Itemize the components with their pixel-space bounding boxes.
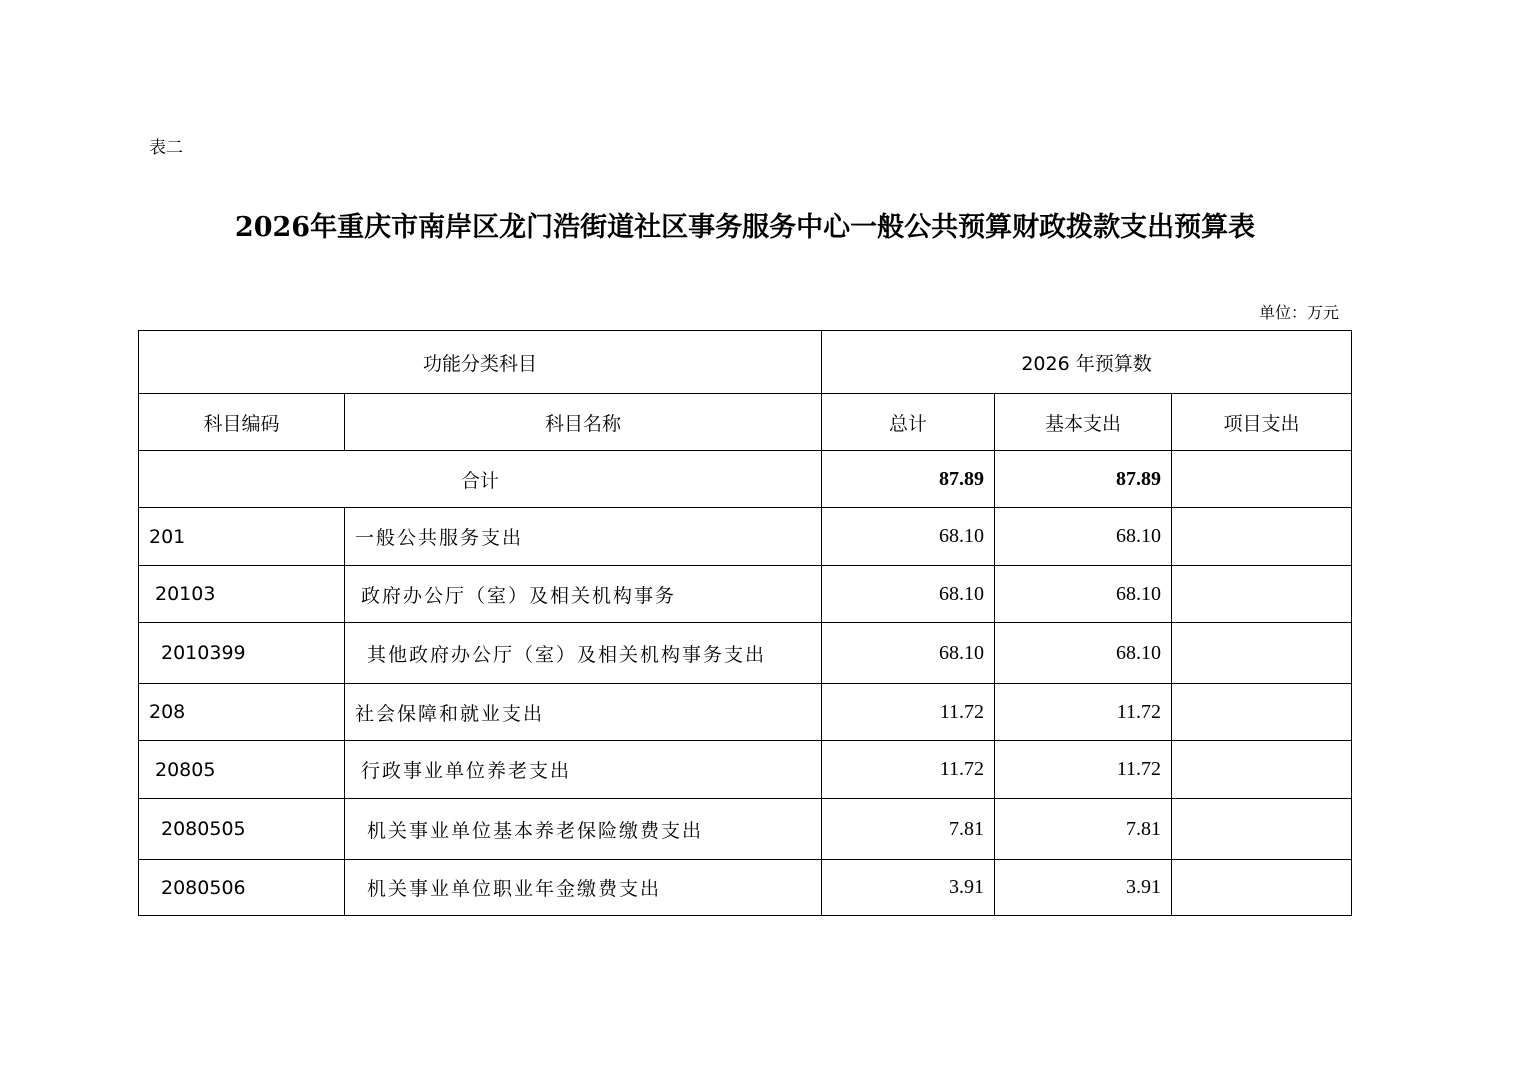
header-func-category: 功能分类科目 xyxy=(139,331,822,394)
table-row xyxy=(139,623,1352,684)
row-project xyxy=(1172,741,1352,799)
total-total: 87.89 xyxy=(822,451,995,508)
total-label: 合计 xyxy=(139,451,822,508)
row-code: 20805 xyxy=(139,741,345,799)
header-code: 科目编码 xyxy=(139,394,345,451)
row-name: 社会保障和就业支出 xyxy=(345,684,822,741)
table-row xyxy=(139,741,1352,799)
row-code: 2080505 xyxy=(139,799,345,860)
header-project: 项目支出 xyxy=(1172,394,1352,451)
row-total: 68.10 xyxy=(822,566,995,623)
row-code: 20103 xyxy=(139,566,345,623)
row-total: 68.10 xyxy=(822,623,995,684)
row-name: 行政事业单位养老支出 xyxy=(345,741,822,799)
table-row xyxy=(139,799,1352,860)
row-basic: 7.81 xyxy=(995,799,1172,860)
row-basic: 68.10 xyxy=(995,566,1172,623)
row-total: 3.91 xyxy=(822,860,995,916)
row-code: 2080506 xyxy=(139,860,345,916)
row-total: 11.72 xyxy=(822,684,995,741)
header-row-1 xyxy=(139,331,1352,394)
header-budget-2026: 2026 年预算数 xyxy=(822,331,1352,394)
row-project xyxy=(1172,508,1352,566)
row-basic: 3.91 xyxy=(995,860,1172,916)
row-project xyxy=(1172,860,1352,916)
total-row xyxy=(139,451,1352,508)
header-total: 总计 xyxy=(822,394,995,451)
row-name: 政府办公厅（室）及相关机构事务 xyxy=(345,566,822,623)
total-project xyxy=(1172,451,1352,508)
header-row-2 xyxy=(139,394,1352,451)
table-row xyxy=(139,508,1352,566)
row-name: 其他政府办公厅（室）及相关机构事务支出 xyxy=(345,623,822,684)
row-project xyxy=(1172,566,1352,623)
unit-label: 单位：万元 xyxy=(1258,303,1339,322)
row-code: 208 xyxy=(139,684,345,741)
table-row xyxy=(139,566,1352,623)
budget-table xyxy=(138,330,1352,916)
row-code: 2010399 xyxy=(139,623,345,684)
row-project xyxy=(1172,623,1352,684)
header-basic: 基本支出 xyxy=(995,394,1172,451)
header-name: 科目名称 xyxy=(345,394,822,451)
table-row xyxy=(139,684,1352,741)
table-number: 表二 xyxy=(149,138,183,158)
row-project xyxy=(1172,799,1352,860)
row-total: 11.72 xyxy=(822,741,995,799)
row-basic: 68.10 xyxy=(995,623,1172,684)
total-basic: 87.89 xyxy=(995,451,1172,508)
table-row xyxy=(139,860,1352,916)
row-total: 68.10 xyxy=(822,508,995,566)
row-project xyxy=(1172,684,1352,741)
row-name: 一般公共服务支出 xyxy=(345,508,822,566)
row-code: 201 xyxy=(139,508,345,566)
document-title: 2026年重庆市南岸区龙门浩街道社区事务服务中心一般公共预算财政拨款支出预算表 xyxy=(234,212,1256,243)
row-basic: 11.72 xyxy=(995,741,1172,799)
row-basic: 68.10 xyxy=(995,508,1172,566)
row-name: 机关事业单位职业年金缴费支出 xyxy=(345,860,822,916)
row-total: 7.81 xyxy=(822,799,995,860)
row-name: 机关事业单位基本养老保险缴费支出 xyxy=(345,799,822,860)
row-basic: 11.72 xyxy=(995,684,1172,741)
